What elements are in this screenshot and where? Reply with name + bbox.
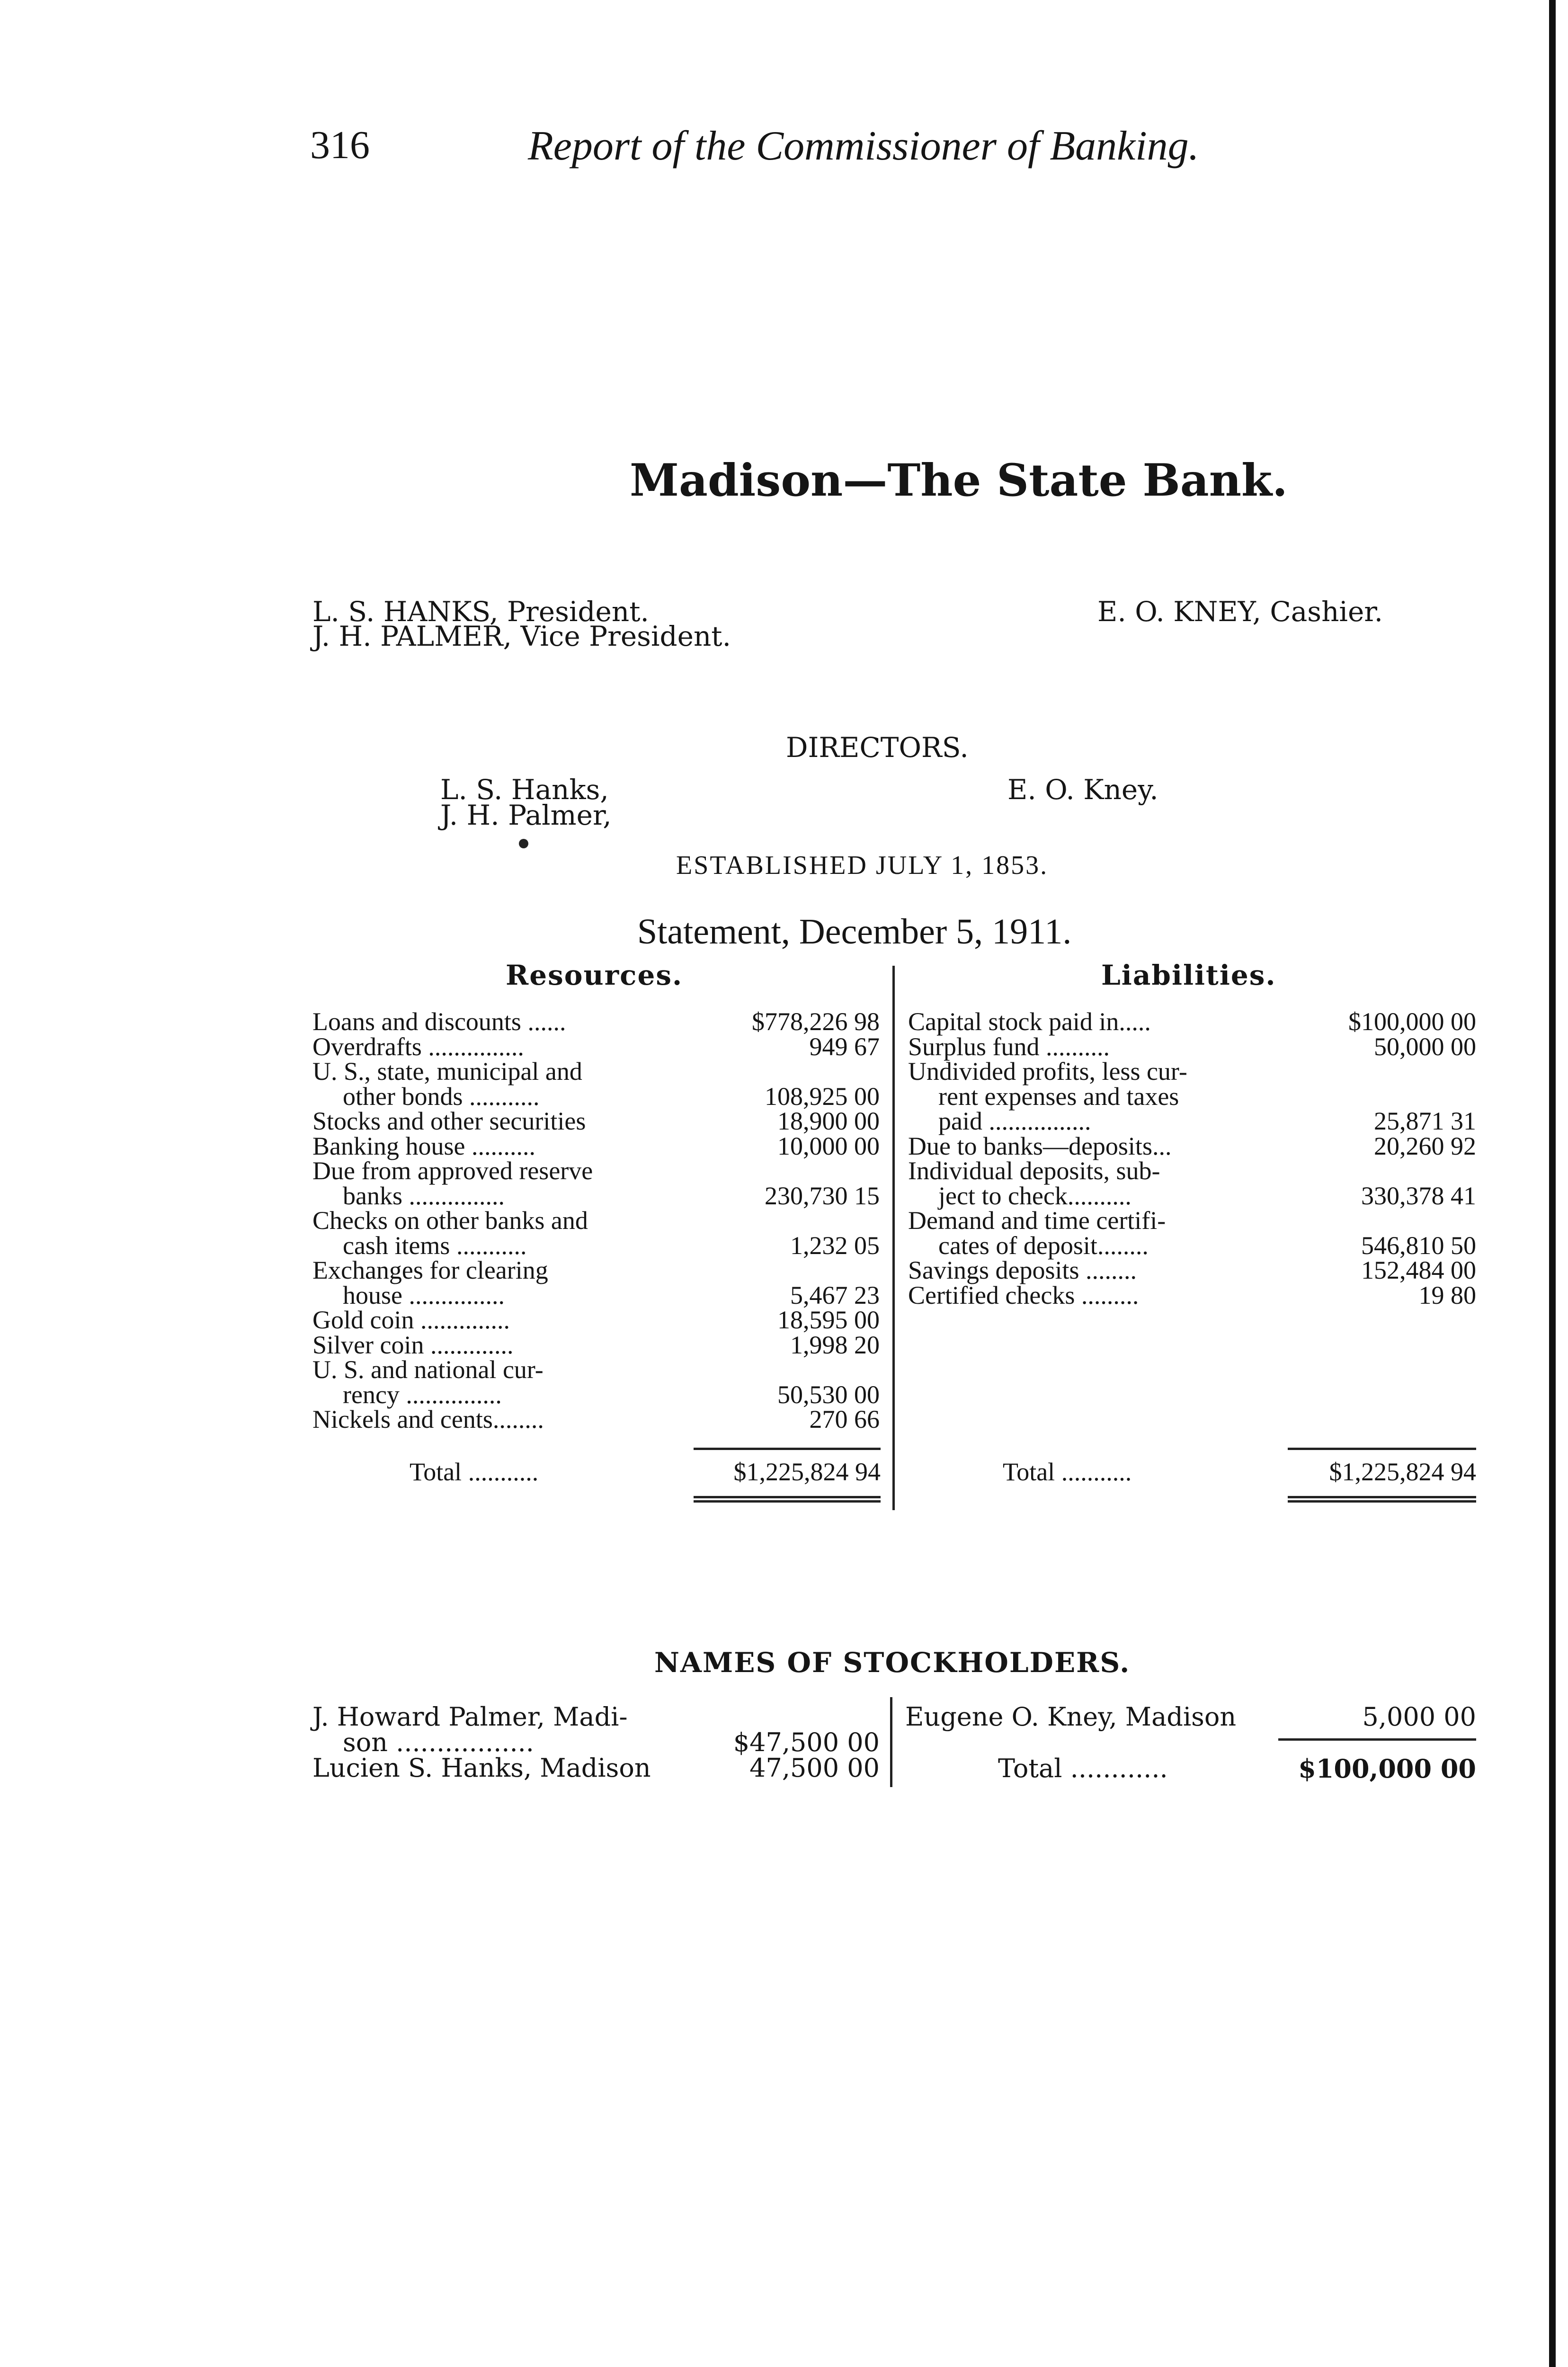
resource-row-label: rency ...............: [343, 1380, 502, 1409]
stockholder-row-label: J. Howard Palmer, Madi-: [312, 1702, 628, 1732]
resource-row-amount: 50,530 00: [777, 1380, 880, 1409]
liability-row: [908, 1258, 1476, 1283]
liability-row-amount: $100,000 00: [1348, 1007, 1476, 1036]
established-line: ESTABLISHED JULY 1, 1853.: [676, 851, 1049, 880]
resource-row: [312, 1208, 880, 1233]
officer-vice-president: J. H. PALMER, Vice President.: [312, 620, 731, 652]
resource-row-label: Nickels and cents........: [312, 1405, 544, 1433]
liability-row-label: Certified checks .........: [908, 1281, 1139, 1309]
liabilities-heading: Liabilities.: [1101, 959, 1276, 991]
resources-total-amount: $1,225,824 94: [733, 1458, 881, 1486]
double-rule: [694, 1496, 881, 1503]
resource-row-amount: 18,900 00: [777, 1107, 880, 1135]
liability-row-label: Undivided profits, less cur-: [908, 1057, 1187, 1086]
liabilities-list: [908, 1009, 1476, 1308]
liability-row-label: cates of deposit........: [938, 1231, 1149, 1260]
resource-row: [312, 1258, 880, 1283]
resources-heading: Resources.: [506, 959, 683, 991]
liability-row-label: Individual deposits, sub-: [908, 1157, 1160, 1185]
liability-row: [908, 1084, 1476, 1109]
stockholder-row-label: Eugene O. Kney, Madison: [905, 1702, 1237, 1732]
officer-cashier: E. O. KNEY, Cashier.: [1097, 596, 1383, 628]
resource-row-amount: 18,595 00: [777, 1306, 880, 1334]
resource-row: [312, 1181, 880, 1210]
stockholders-total-amount: $100,000 00: [1298, 1753, 1476, 1784]
resource-row-label: Checks on other banks and: [312, 1206, 588, 1235]
liability-row-amount: 25,871 31: [1374, 1107, 1476, 1135]
resource-row-label: Exchanges for clearing: [312, 1256, 548, 1284]
director-name: J. H. Palmer,: [440, 799, 612, 831]
double-rule: [1288, 1496, 1476, 1503]
liability-row: [908, 1233, 1476, 1258]
bank-title: Madison—The State Bank.: [630, 454, 1288, 507]
resource-row: [312, 1158, 880, 1184]
liability-row: [908, 1181, 1476, 1210]
stockholders-total-label: Total ............: [998, 1753, 1168, 1783]
resources-total-label: Total ...........: [410, 1458, 539, 1486]
directors-heading: DIRECTORS.: [786, 731, 969, 764]
liability-row-amount: 19 80: [1418, 1281, 1476, 1309]
resource-row-label: Overdrafts ...............: [312, 1032, 524, 1061]
liability-row-amount: 152,484 00: [1361, 1256, 1476, 1284]
resource-row: [312, 1283, 880, 1308]
liability-row-label: Capital stock paid in.....: [908, 1007, 1151, 1036]
liability-row: [908, 1059, 1476, 1084]
resource-row: [312, 1407, 880, 1432]
resource-row: [312, 1084, 880, 1109]
resource-row: [312, 1357, 880, 1382]
liability-row: [908, 1158, 1476, 1184]
resource-row-label: Silver coin .............: [312, 1330, 514, 1359]
resource-row: [312, 1059, 880, 1084]
resource-row-label: U. S., state, municipal and: [312, 1057, 582, 1086]
officer-president: L. S. HANKS, President.: [312, 596, 649, 628]
liability-row-label: Surplus fund ..........: [908, 1032, 1110, 1061]
resource-row: [312, 1308, 880, 1333]
liability-row-label: ject to check..........: [938, 1181, 1131, 1210]
liability-row-amount: 20,260 92: [1374, 1131, 1476, 1160]
liability-row: [908, 1283, 1476, 1308]
liabilities-total-amount: $1,225,824 94: [1329, 1458, 1476, 1486]
resource-row-label: Banking house ..........: [312, 1131, 535, 1160]
resource-row-amount: 949 67: [809, 1032, 880, 1061]
liability-row-label: Demand and time certifi-: [908, 1206, 1166, 1235]
resource-row: [312, 1109, 880, 1134]
resource-row-label: Stocks and other securities: [312, 1107, 586, 1135]
total-rule: [694, 1448, 881, 1450]
stockholders-left-list: [312, 1704, 880, 1781]
liability-row: [908, 1131, 1476, 1160]
resource-row-label: U. S. and national cur-: [312, 1355, 543, 1384]
liabilities-total-label: Total ...........: [1003, 1458, 1132, 1486]
resource-row-amount: 5,467 23: [790, 1281, 880, 1309]
stockholder-row-amount: 5,000 00: [1362, 1702, 1476, 1732]
resource-row-label: Loans and discounts ......: [312, 1007, 566, 1036]
resource-row: [312, 1233, 880, 1258]
resource-row: [312, 1131, 880, 1160]
stockholder-row: [905, 1704, 1476, 1730]
resource-row-amount: 10,000 00: [777, 1131, 880, 1160]
scan-edge: [1549, 0, 1556, 2367]
total-rule: [1278, 1738, 1476, 1741]
resource-row-label: Due from approved reserve: [312, 1157, 593, 1185]
stockholders-heading: NAMES OF STOCKHOLDERS.: [654, 1646, 1131, 1679]
resource-row-label: Gold coin ..............: [312, 1306, 510, 1334]
resource-row-amount: 1,232 05: [790, 1231, 880, 1260]
resource-row-amount: $778,226 98: [752, 1007, 880, 1036]
liability-row-amount: 546,810 50: [1361, 1231, 1476, 1260]
resource-row-label: other bonds ...........: [343, 1082, 540, 1111]
stockholder-row: [312, 1727, 880, 1757]
resource-row: [312, 1382, 880, 1407]
liability-row-amount: 50,000 00: [1374, 1032, 1476, 1061]
page-number: 316: [310, 123, 370, 167]
stockholder-row-amount: 47,500 00: [749, 1753, 880, 1783]
resources-list: [312, 1009, 880, 1432]
liability-row: [908, 1034, 1476, 1059]
resource-row-amount: 230,730 15: [765, 1181, 880, 1210]
resource-row-amount: 270 66: [809, 1405, 880, 1433]
resource-row-label: banks ...............: [343, 1181, 505, 1210]
liability-row: [908, 1208, 1476, 1233]
liability-row-label: rent expenses and taxes: [938, 1082, 1179, 1111]
resource-row-label: house ...............: [343, 1281, 505, 1309]
liability-row-label: Savings deposits ........: [908, 1256, 1137, 1284]
stockholders-right-list: [905, 1704, 1476, 1730]
bullet-mark: [519, 839, 528, 848]
column-divider: [890, 1697, 892, 1787]
resource-row-amount: 108,925 00: [765, 1082, 880, 1111]
stockholder-row: [312, 1704, 880, 1730]
director-name: E. O. Kney.: [1007, 774, 1158, 806]
stockholder-row: [312, 1755, 880, 1781]
resource-row: [312, 1009, 880, 1034]
resource-row-label: cash items ...........: [343, 1231, 527, 1260]
total-rule: [1288, 1448, 1476, 1450]
liability-row: [908, 1009, 1476, 1034]
director-name: L. S. Hanks,: [440, 774, 609, 806]
stockholder-row-amount: $47,500 00: [733, 1727, 880, 1757]
liability-row: [908, 1109, 1476, 1134]
resource-row: [312, 1034, 880, 1059]
liability-row-label: paid ................: [938, 1107, 1091, 1135]
resource-row-amount: 1,998 20: [790, 1330, 880, 1359]
liability-row-label: Due to banks—deposits...: [908, 1131, 1172, 1160]
resource-row: [312, 1330, 880, 1359]
liability-row-amount: 330,378 41: [1361, 1181, 1476, 1210]
statement-title: Statement, December 5, 1911.: [637, 912, 1072, 952]
column-divider: [892, 966, 895, 1510]
stockholder-row-label: Lucien S. Hanks, Madison: [312, 1753, 651, 1783]
running-title: Report of the Commissioner of Banking.: [528, 123, 1199, 169]
stockholder-row-label: son .................: [343, 1727, 534, 1757]
